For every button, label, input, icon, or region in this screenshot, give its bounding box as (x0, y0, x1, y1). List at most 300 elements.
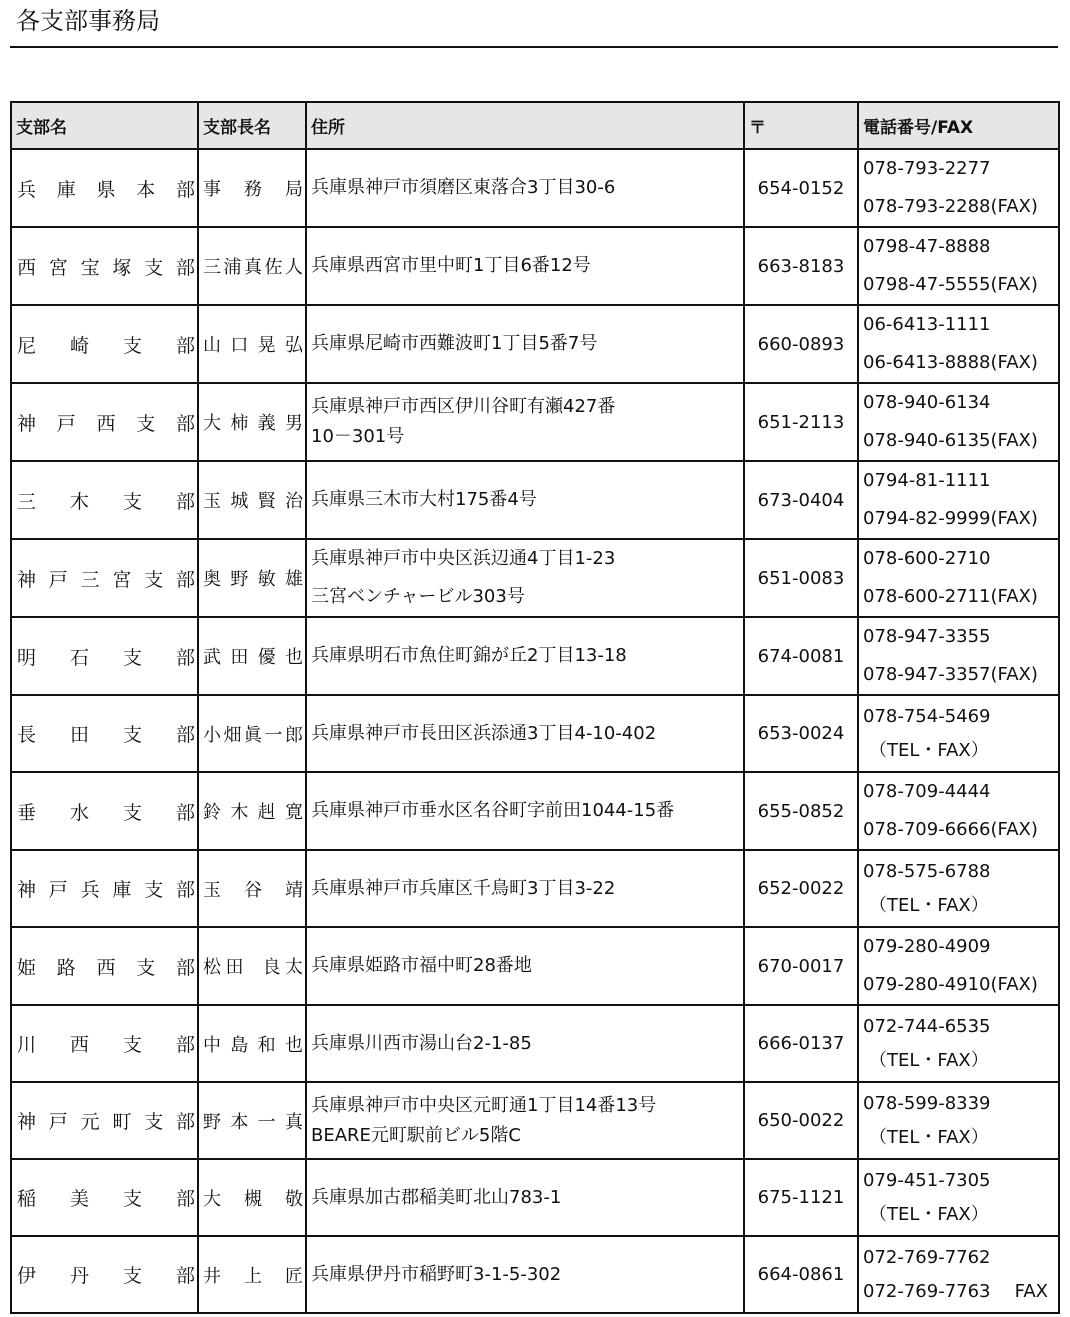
branch-name-char: 町 (112, 1111, 132, 1133)
chief-name-char: 雄 (284, 569, 303, 590)
chief-name-char: 匠 (285, 1265, 303, 1287)
branch-name-char: 支 (122, 1188, 142, 1210)
chief-name-cell (198, 305, 306, 383)
phone-fax-cell (858, 1236, 1059, 1313)
branch-name-char: 支 (144, 568, 164, 591)
postal-code: 653-0024 (744, 695, 858, 772)
branch-name-char: 垂 (17, 801, 37, 824)
postal-code: 650-0022 (744, 1082, 858, 1159)
chief-name-char: 局 (285, 179, 303, 200)
branch-name-char: 庫 (112, 879, 132, 901)
address-line: 兵庫県西宮市里中町1丁目6番12号 (311, 255, 591, 276)
chief-name-char: 奥 (203, 569, 221, 590)
table-row (11, 772, 1059, 850)
branch-name-char: 部 (175, 724, 195, 746)
chief-name-char: 優 (257, 647, 276, 668)
branch-name (12, 720, 197, 747)
chief-name-cell (198, 1159, 306, 1236)
chief-name (199, 331, 305, 357)
phone-number: 0794-81-1111 (863, 470, 991, 491)
branch-name-cell (11, 539, 198, 617)
chief-name-char: 靖 (285, 879, 303, 901)
address-cell (306, 1005, 744, 1082)
chief-name-char: 人 (285, 257, 303, 278)
address-line: 兵庫県伊丹市稲野町3-1-5-302 (311, 1263, 562, 1285)
phone-number: 078-947-3355 (863, 626, 991, 647)
chief-name-char: 畑 (223, 724, 242, 746)
chief-name (199, 409, 305, 435)
table-header-row (11, 102, 1059, 149)
branch-name-cell (11, 1082, 198, 1159)
chief-name-char: 賢 (257, 491, 276, 512)
phone-fax-cell (858, 617, 1059, 695)
postal-code: 651-2113 (744, 383, 858, 461)
chief-name-char: 一 (257, 1111, 276, 1133)
chief-name-char: 真 (284, 1111, 303, 1133)
branch-name-char: 部 (175, 490, 195, 513)
phone-fax-cell (858, 149, 1059, 227)
branch-name-char: 丹 (69, 1265, 89, 1287)
table-row (11, 1005, 1059, 1082)
chief-name-char: 口 (230, 335, 249, 356)
phone-number: 078-599-8339 (863, 1092, 991, 1114)
chief-name (199, 1185, 305, 1211)
tel-fax-note: （TEL・FAX） (869, 1126, 989, 1148)
phone-fax-cell (858, 461, 1059, 539)
chief-name-char: 郎 (285, 724, 303, 746)
branch-name-char: 神 (17, 412, 37, 435)
branch-name-char: 川 (17, 1034, 37, 1056)
chief-name (199, 565, 305, 591)
branch-name-char: 支 (122, 334, 142, 357)
branch-name-char: 明 (17, 646, 37, 669)
address-line: 兵庫県神戸市中央区浜辺通4丁目1-23 (311, 548, 616, 569)
fax-number: 072-769-7763 (863, 1280, 991, 1302)
chief-name-char: 事 (203, 179, 221, 200)
branch-name-char: 部 (175, 1111, 195, 1133)
title-divider (10, 46, 1058, 48)
tel-fax-note: （TEL・FAX） (869, 739, 989, 761)
branch-name-char: 西 (69, 1034, 89, 1056)
phone-fax-cell (858, 695, 1059, 772)
branch-name-char: 部 (175, 568, 195, 591)
chief-name-char: 眞 (244, 724, 262, 746)
phone-fax-cell (858, 927, 1059, 1005)
header-address: 住所 (306, 102, 744, 149)
chief-name (199, 643, 305, 669)
address-line: 兵庫県尼崎市西難波町1丁目5番7号 (311, 333, 598, 354)
phone-fax-cell (858, 1082, 1059, 1159)
chief-name-char: 務 (244, 179, 262, 200)
address-line: 兵庫県明石市魚住町錦が丘2丁目13-18 (311, 645, 627, 666)
branch-name-char: 三 (80, 568, 100, 591)
chief-name-char: 治 (284, 491, 303, 512)
branch-name-cell (11, 305, 198, 383)
fax-number: 0798-47-5555(FAX) (863, 274, 1038, 295)
fax-number: 078-709-6666(FAX) (863, 819, 1038, 840)
chief-name-cell (198, 383, 306, 461)
table-row (11, 617, 1059, 695)
table-row (11, 305, 1059, 383)
branch-name-char: 宝 (80, 256, 100, 279)
fax-number: 078-940-6135(FAX) (863, 430, 1038, 451)
postal-code: 660-0893 (744, 305, 858, 383)
phone-number: 078-793-2277 (863, 158, 991, 179)
phone-fax-cell (858, 227, 1059, 305)
address-cell (306, 695, 744, 772)
chief-name-char: 晃 (257, 335, 276, 356)
table-row (11, 1236, 1059, 1313)
phone-number: 072-744-6535 (863, 1015, 991, 1037)
branch-name-char: 西 (17, 256, 37, 279)
chief-name-cell (198, 772, 306, 850)
branch-name-cell (11, 772, 198, 850)
fax-number: 06-6413-8888(FAX) (863, 352, 1038, 373)
chief-name-char: 弘 (284, 335, 303, 356)
branch-name-char: 支 (144, 879, 164, 901)
branch-name-char: 元 (80, 1111, 100, 1133)
chief-name-cell (198, 461, 306, 539)
branch-name-char: 兵 (17, 178, 37, 201)
branch-name-cell (11, 617, 198, 695)
tel-fax-note: （TEL・FAX） (869, 1049, 989, 1071)
branch-name-cell (11, 695, 198, 772)
branch-name-char: 尼 (17, 334, 37, 357)
fax-number: 078-793-2288(FAX) (863, 196, 1038, 217)
address-line: 兵庫県神戸市中央区元町通1丁目14番13号 (311, 1094, 657, 1116)
header-postal-code: 〒 (744, 102, 858, 149)
branch-name-char: 部 (175, 256, 195, 279)
branch-name (12, 1030, 197, 1057)
phone-number: 06-6413-1111 (863, 314, 991, 335)
chief-name-char: 井 (203, 1265, 221, 1287)
address-cell (306, 1159, 744, 1236)
chief-name-char: 也 (284, 1034, 303, 1056)
branch-name-char: 部 (175, 1188, 195, 1210)
chief-name-cell (198, 850, 306, 927)
address-cell (306, 927, 744, 1005)
chief-name-char: 寛 (284, 802, 303, 823)
branch-name (12, 409, 197, 436)
table-row (11, 927, 1059, 1005)
phone-fax-cell (858, 1159, 1059, 1236)
branch-name (12, 487, 197, 514)
table-row (11, 149, 1059, 227)
branch-offices-table (10, 101, 1060, 1314)
chief-name-char: 柿 (230, 413, 249, 434)
branch-name-char: 支 (122, 646, 142, 669)
address-cell (306, 617, 744, 695)
branch-name-char: 神 (17, 1111, 37, 1133)
address-cell (306, 305, 744, 383)
chief-name (199, 253, 305, 279)
chief-name-char: 三 (203, 257, 221, 278)
chief-name-cell (198, 149, 306, 227)
branch-name-char: 西 (96, 956, 116, 979)
branch-name (12, 253, 197, 280)
table-row (11, 1159, 1059, 1236)
phone-number: 0798-47-8888 (863, 236, 991, 257)
branch-name-char: 戸 (48, 568, 68, 591)
postal-code: 673-0404 (744, 461, 858, 539)
phone-fax-cell (858, 1005, 1059, 1082)
chief-name-cell (198, 227, 306, 305)
chief-name-char: 山 (203, 335, 221, 356)
address-line: 三宮ベンチャービル303号 (311, 586, 525, 607)
branch-name-cell (11, 461, 198, 539)
chief-name-char: 一 (264, 724, 283, 746)
tel-fax-note: （TEL・FAX） (869, 1203, 989, 1225)
branch-name-char: 部 (175, 646, 195, 669)
postal-code: 663-8183 (744, 227, 858, 305)
branch-name-char: 支 (136, 956, 156, 979)
branch-name (12, 1261, 197, 1288)
branch-name-char: 部 (175, 334, 195, 357)
table-row (11, 227, 1059, 305)
postal-code: 666-0137 (744, 1005, 858, 1082)
chief-name-char: 大 (203, 1188, 221, 1210)
phone-fax-cell (858, 772, 1059, 850)
chief-name (199, 175, 305, 201)
chief-name-char: 大 (203, 413, 221, 434)
phone-fax-cell (858, 383, 1059, 461)
chief-name-char: 田 (225, 957, 244, 978)
chief-name-char: 玉 (203, 879, 221, 901)
branch-name-char: 支 (136, 412, 156, 435)
chief-name-cell (198, 1082, 306, 1159)
chief-name-char: 城 (230, 491, 249, 512)
branch-name-char: 路 (56, 956, 76, 979)
phone-number: 072-769-7762 (863, 1246, 991, 1268)
chief-name-cell (198, 695, 306, 772)
fax-number: 078-600-2711(FAX) (863, 586, 1038, 607)
branch-name-char: 兵 (80, 879, 100, 901)
postal-code: 652-0022 (744, 850, 858, 927)
branch-name-cell (11, 850, 198, 927)
postal-code: 651-0083 (744, 539, 858, 617)
fax-line (863, 1275, 1058, 1309)
address-line: 兵庫県神戸市須磨区東落合3丁目30-6 (311, 177, 616, 198)
chief-name-char: 敏 (257, 569, 276, 590)
branch-name-char: 水 (69, 801, 89, 824)
branch-name-char: 田 (69, 724, 89, 746)
branch-name-cell (11, 1159, 198, 1236)
phone-number: 078-754-5469 (863, 705, 991, 727)
chief-name-char: 和 (257, 1034, 276, 1056)
chief-name-char: 也 (284, 647, 303, 668)
table-row (11, 461, 1059, 539)
address-cell (306, 461, 744, 539)
branch-name-char: 神 (17, 879, 37, 901)
branch-name-char: 支 (122, 490, 142, 513)
chief-name-char: 武 (203, 647, 221, 668)
branch-name-char: 石 (69, 646, 89, 669)
postal-code: 674-0081 (744, 617, 858, 695)
branch-name-char: 部 (175, 879, 195, 901)
chief-name-char: 田 (230, 647, 249, 668)
phone-fax-cell (858, 305, 1059, 383)
chief-name (199, 798, 305, 824)
address-line: 10－301号 (311, 426, 405, 447)
chief-name-cell (198, 539, 306, 617)
chief-name-char: 鈴 (203, 802, 221, 823)
address-line: 兵庫県川西市湯山台2-1-85 (311, 1032, 532, 1054)
fax-number: 0794-82-9999(FAX) (863, 508, 1038, 529)
branch-name (12, 875, 197, 902)
page-title: 各支部事務局 (16, 7, 160, 35)
branch-name-char: 部 (175, 801, 195, 824)
header-phone-fax: 電話番号/FAX (858, 102, 1059, 149)
phone-number: 078-940-6134 (863, 392, 991, 413)
chief-name-char: 谷 (244, 879, 262, 901)
phone-number: 078-575-6788 (863, 860, 991, 882)
address-cell (306, 149, 744, 227)
address-cell (306, 383, 744, 461)
branch-name-char: 三 (17, 490, 37, 513)
address-line: 兵庫県神戸市西区伊川谷町有瀬427番 (311, 396, 616, 417)
chief-name-char: 玉 (203, 491, 221, 512)
branch-name (12, 331, 197, 358)
branch-name-char: 部 (175, 1034, 195, 1056)
table-row (11, 1082, 1059, 1159)
chief-name-char: 松 (203, 957, 221, 978)
branch-name-char: 塚 (112, 256, 132, 279)
chief-name-char (248, 953, 258, 979)
postal-code: 670-0017 (744, 927, 858, 1005)
branch-name (12, 175, 197, 202)
branch-name-char: 戸 (56, 412, 76, 435)
chief-name (199, 1031, 305, 1057)
phone-number: 079-451-7305 (863, 1169, 991, 1191)
branch-name-char: 姫 (17, 956, 37, 979)
branch-name-char: 支 (122, 801, 142, 824)
chief-name-char: 敬 (285, 1188, 303, 1210)
chief-name (199, 953, 305, 979)
phone-number: 078-600-2710 (863, 548, 991, 569)
postal-code: 654-0152 (744, 149, 858, 227)
branch-name-char: 支 (122, 1265, 142, 1287)
phone-number: 079-280-4909 (863, 936, 991, 957)
branch-name-char: 部 (175, 412, 195, 435)
table-row (11, 383, 1059, 461)
chief-name (199, 721, 305, 747)
branch-name (12, 798, 197, 825)
address-line: 兵庫県神戸市長田区浜添通3丁目4-10-402 (311, 722, 657, 744)
chief-name (199, 1262, 305, 1288)
address-cell (306, 539, 744, 617)
chief-name-char: 野 (203, 1111, 221, 1133)
address-line: BEARE元町駅前ビル5階C (311, 1124, 521, 1146)
chief-name-char: 真 (244, 257, 262, 278)
fax-number: 078-947-3357(FAX) (863, 664, 1038, 685)
chief-name-char: 槻 (244, 1188, 262, 1210)
table-row (11, 539, 1059, 617)
chief-name-char: 上 (244, 1265, 262, 1287)
branch-name-char: 部 (175, 178, 195, 201)
address-cell (306, 227, 744, 305)
branch-name (12, 565, 197, 592)
address-cell (306, 850, 744, 927)
chief-name-char: 義 (257, 413, 276, 434)
branch-name (12, 1184, 197, 1211)
branch-name-cell (11, 149, 198, 227)
branch-name-char: 戸 (48, 1111, 68, 1133)
chief-name-cell (198, 617, 306, 695)
branch-name-char: 県 (96, 178, 116, 201)
branch-name-char: 支 (144, 1111, 164, 1133)
header-chief-name: 支部長名 (198, 102, 306, 149)
branch-name-char: 木 (69, 490, 89, 513)
chief-name-char: 佐 (264, 257, 283, 278)
address-line: 兵庫県神戸市兵庫区千鳥町3丁目3-22 (311, 877, 616, 899)
address-cell (306, 1236, 744, 1313)
address-line: 兵庫県加古郡稲美町北山783-1 (311, 1186, 562, 1208)
branch-name-char: 伊 (17, 1265, 37, 1287)
table-row (11, 695, 1059, 772)
fax-number: 079-280-4910(FAX) (863, 974, 1038, 995)
chief-name-char: 野 (230, 569, 249, 590)
header-branch-name: 支部名 (11, 102, 198, 149)
chief-name-char: 赳 (257, 802, 276, 823)
postal-code: 655-0852 (744, 772, 858, 850)
address-line: 兵庫県姫路市福中町28番地 (311, 955, 532, 976)
branch-name-char: 支 (144, 256, 164, 279)
branch-name (12, 1107, 197, 1134)
tel-fax-note: （TEL・FAX） (869, 894, 989, 916)
chief-name-cell (198, 927, 306, 1005)
branch-name-cell (11, 227, 198, 305)
branch-name-cell (11, 383, 198, 461)
branch-name-char: 宮 (48, 256, 68, 279)
branch-name-char: 宮 (112, 568, 132, 591)
address-line: 兵庫県神戸市垂水区名谷町字前田1044-15番 (311, 800, 675, 821)
chief-name-char: 島 (230, 1034, 249, 1056)
chief-name-cell (198, 1005, 306, 1082)
branch-name-char: 西 (96, 412, 116, 435)
postal-code: 664-0861 (744, 1236, 858, 1313)
branch-name (12, 953, 197, 980)
phone-fax-cell (858, 850, 1059, 927)
chief-name (199, 1108, 305, 1134)
address-cell (306, 772, 744, 850)
branch-name-char: 神 (17, 568, 37, 591)
chief-name-char: 本 (230, 1111, 249, 1133)
chief-name-char: 男 (284, 413, 303, 434)
branch-name-char: 本 (136, 178, 156, 201)
branch-name-char: 長 (17, 724, 37, 746)
address-cell (306, 1082, 744, 1159)
chief-name-char: 中 (203, 1034, 221, 1056)
table-body (11, 149, 1059, 1313)
branch-name-cell (11, 927, 198, 1005)
table-row (11, 850, 1059, 927)
branch-name-char: 支 (122, 1034, 142, 1056)
branch-name-cell (11, 1236, 198, 1313)
chief-name-char: 小 (203, 724, 221, 746)
phone-fax-cell (858, 539, 1059, 617)
branch-name-char: 崎 (69, 334, 89, 357)
branch-name-char: 支 (122, 724, 142, 746)
branch-name-char: 稲 (17, 1188, 37, 1210)
branch-name-cell (11, 1005, 198, 1082)
branch-name-char: 戸 (48, 879, 68, 901)
branch-name-char: 庫 (56, 178, 76, 201)
branch-name-char: 美 (69, 1188, 89, 1210)
address-line: 兵庫県三木市大村175番4号 (311, 489, 537, 510)
fax-label: FAX (1014, 1280, 1048, 1302)
branch-name-char: 部 (175, 1265, 195, 1287)
chief-name-cell (198, 1236, 306, 1313)
